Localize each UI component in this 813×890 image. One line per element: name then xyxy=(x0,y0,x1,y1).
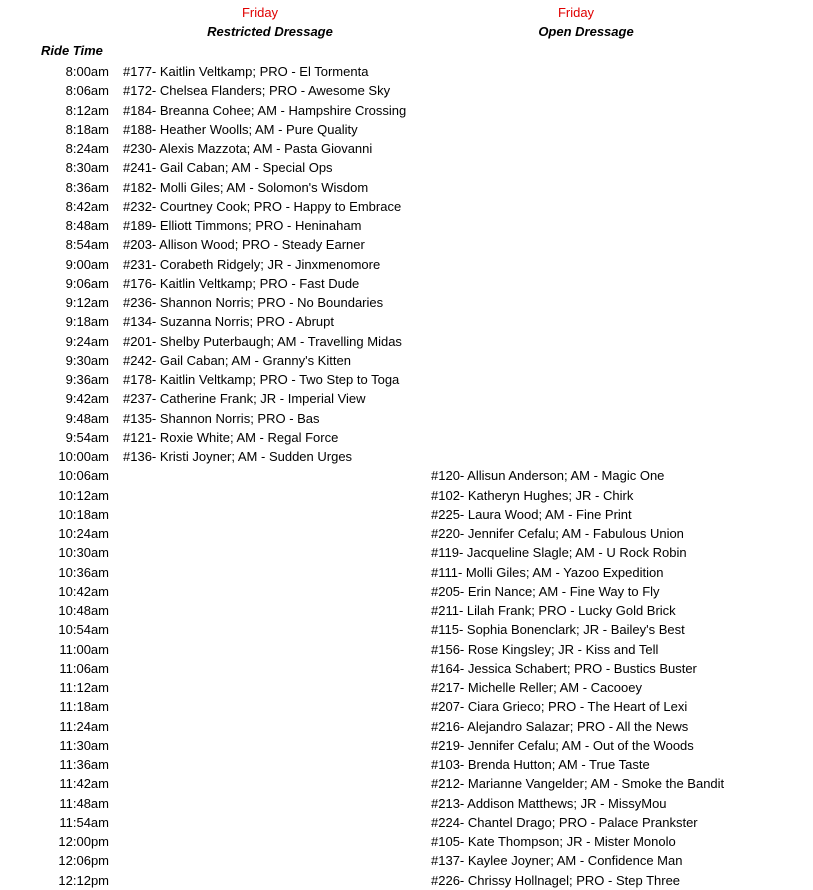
open-entry: #103- Brenda Hutton; AM - True Taste xyxy=(431,757,650,772)
schedule-row xyxy=(0,505,813,524)
ride-time: 8:54am xyxy=(65,237,109,253)
restricted-entry: #236- Shannon Norris; PRO - No Boundaries xyxy=(123,295,384,310)
open-entry: #205- Erin Nance; AM - Fine Way to Fly xyxy=(431,583,660,599)
schedule-row xyxy=(0,312,813,331)
ride-time: 10:18am xyxy=(58,506,109,522)
ride-time: 10:12am xyxy=(58,487,109,503)
restricted-entry: #184- Breanna Cohee; AM - Hampshire Crossing xyxy=(123,102,407,118)
ride-time: 9:06am xyxy=(65,275,109,291)
schedule-row xyxy=(0,832,813,851)
ride-time: 8:36am xyxy=(65,179,109,195)
schedule-row xyxy=(0,197,813,216)
ride-time: 9:18am xyxy=(65,314,109,330)
open-entry: #137- Kaylee Joyner; AM - Confidence Man xyxy=(431,853,683,869)
ride-time-header: Ride Time xyxy=(41,43,103,58)
schedule-row xyxy=(0,255,813,274)
schedule-row xyxy=(0,101,813,120)
schedule-row xyxy=(0,274,813,293)
schedule-row xyxy=(0,158,813,177)
schedule-row xyxy=(0,601,813,620)
ride-time: 10:54am xyxy=(58,622,109,638)
ride-time: 10:00am xyxy=(58,449,109,464)
open-entry: #102- Katheryn Hughes; JR - Chirk xyxy=(431,487,634,503)
ride-time: 9:48am xyxy=(65,410,109,426)
ride-time: 11:48am xyxy=(59,795,109,811)
schedule-row xyxy=(0,389,813,408)
restricted-entry: #182- Molli Giles; AM - Solomon's Wisdom xyxy=(123,179,369,195)
ride-time: 9:42am xyxy=(65,391,109,407)
schedule-row xyxy=(0,139,813,158)
schedule-row xyxy=(0,428,813,447)
ride-time: 8:06am xyxy=(65,83,109,99)
schedule-row xyxy=(0,813,813,832)
ride-time: 11:42am xyxy=(59,776,109,792)
restricted-entry: #237- Catherine Frank; JR - Imperial View xyxy=(123,391,366,407)
schedule-row xyxy=(0,466,813,485)
open-entry: #224- Chantel Drago; PRO - Palace Prankster xyxy=(431,814,698,830)
restricted-entry: #121- Roxie White; AM - Regal Force xyxy=(123,429,339,445)
schedule-row xyxy=(0,486,813,505)
restricted-entry: #177- Kaitlin Veltkamp; PRO - El Tormenta xyxy=(123,64,369,79)
ride-time: 11:18am xyxy=(59,699,109,715)
schedule-row xyxy=(0,178,813,197)
ride-time: 8:00am xyxy=(65,64,109,79)
restricted-entry: #134- Suzanna Norris; PRO - Abrupt xyxy=(123,314,334,330)
restricted-entry: #201- Shelby Puterbaugh; AM - Travelling Midas xyxy=(123,333,402,349)
restricted-entry: #203- Allison Wood; PRO - Steady Earner xyxy=(123,237,365,253)
restricted-entry: #241- Gail Caban; AM - Special Ops xyxy=(123,160,333,176)
open-entry: #212- Marianne Vangelder; AM - Smoke the Bandit xyxy=(431,776,725,792)
open-entry: #120- Allisun Anderson; AM - Magic One xyxy=(431,468,665,484)
ride-time: 8:42am xyxy=(65,198,109,214)
ride-time: 9:12am xyxy=(65,295,109,310)
ride-time: 9:30am xyxy=(65,352,109,368)
ride-time: 10:24am xyxy=(58,526,109,541)
schedule-row xyxy=(0,543,813,562)
ride-time: 9:36am xyxy=(65,372,109,387)
schedule-row xyxy=(0,871,813,890)
ride-time: 10:42am xyxy=(58,583,109,599)
open-day-label: Friday xyxy=(557,5,595,20)
ride-time: 11:36am xyxy=(59,757,109,772)
schedule-row xyxy=(0,524,813,543)
ride-time: 8:18am xyxy=(65,121,109,137)
ride-time: 11:54am xyxy=(59,814,109,830)
restricted-entry: #172- Chelsea Flanders; PRO - Awesome Sky xyxy=(123,83,391,99)
schedule-row xyxy=(0,351,813,370)
ride-time: 11:30am xyxy=(59,737,109,753)
schedule-row xyxy=(0,563,813,582)
restricted-entry: #135- Shannon Norris; PRO - Bas xyxy=(123,410,320,426)
restricted-day-label: Friday xyxy=(241,5,279,20)
open-entry: #225- Laura Wood; AM - Fine Print xyxy=(431,506,632,522)
ride-time: 9:00am xyxy=(65,256,109,272)
schedule-row xyxy=(0,736,813,755)
open-entry: #220- Jennifer Cefalu; AM - Fabulous Union xyxy=(431,526,684,541)
ride-time: 12:12pm xyxy=(58,872,109,888)
open-entry: #164- Jessica Schabert; PRO - Bustics Buster xyxy=(431,660,697,676)
ride-time: 8:48am xyxy=(65,218,109,233)
ride-time: 12:06pm xyxy=(58,853,109,869)
schedule-row xyxy=(0,582,813,601)
open-entry: #119- Jacqueline Slagle; AM - U Rock Robin xyxy=(431,545,687,561)
ride-time: 8:24am xyxy=(65,141,109,156)
schedule-row xyxy=(0,81,813,100)
schedule-row xyxy=(0,120,813,139)
open-entry: #115- Sophia Bonenclark; JR - Bailey's Best xyxy=(431,622,685,638)
restricted-entry: #136- Kristi Joyner; AM - Sudden Urges xyxy=(123,449,353,464)
schedule-row xyxy=(0,293,813,312)
ride-time: 11:12am xyxy=(59,680,109,695)
schedule-row xyxy=(0,216,813,235)
ride-time: 9:54am xyxy=(65,429,109,445)
schedule-row xyxy=(0,794,813,813)
schedule-row xyxy=(0,678,813,697)
restricted-entry: #188- Heather Woolls; AM - Pure Quality xyxy=(123,121,358,137)
schedule-row xyxy=(0,620,813,639)
open-entry: #219- Jennifer Cefalu; AM - Out of the Woods xyxy=(431,737,694,753)
schedule-rows xyxy=(0,62,813,890)
restricted-entry: #242- Gail Caban; AM - Granny's Kitten xyxy=(123,352,351,368)
ride-time: 8:12am xyxy=(65,102,109,118)
open-entry: #216- Alejandro Salazar; PRO - All the News xyxy=(431,718,689,734)
restricted-entry: #189- Elliott Timmons; PRO - Heninaham xyxy=(123,218,362,233)
ride-time: 12:00pm xyxy=(58,834,109,849)
schedule-row xyxy=(0,235,813,254)
restricted-entry: #231- Corabeth Ridgely; JR - Jinxmenomore xyxy=(123,256,381,272)
ride-time: 10:06am xyxy=(58,468,109,484)
schedule-row xyxy=(0,717,813,736)
restricted-entry: #176- Kaitlin Veltkamp; PRO - Fast Dude xyxy=(123,275,360,291)
open-entry: #211- Lilah Frank; PRO - Lucky Gold Brick xyxy=(431,603,676,618)
open-dressage-heading: Open Dressage xyxy=(538,24,634,39)
ride-time: 11:24am xyxy=(59,718,109,734)
ride-time: 8:30am xyxy=(65,160,109,176)
open-entry: #207- Ciara Grieco; PRO - The Heart of Lexi xyxy=(431,699,688,715)
schedule-row xyxy=(0,332,813,351)
ride-time: 10:48am xyxy=(58,603,109,618)
schedule-row xyxy=(0,640,813,659)
open-entry: #226- Chrissy Hollnagel; PRO - Step Three xyxy=(431,872,681,888)
schedule-row xyxy=(0,62,813,81)
schedule-row xyxy=(0,409,813,428)
ride-time: 10:30am xyxy=(58,545,109,561)
schedule-row xyxy=(0,697,813,716)
open-entry: #105- Kate Thompson; JR - Mister Monolo xyxy=(431,834,676,849)
open-entry: #156- Rose Kingsley; JR - Kiss and Tell xyxy=(431,641,659,657)
schedule-row xyxy=(0,370,813,389)
restricted-entry: #230- Alexis Mazzota; AM - Pasta Giovanni xyxy=(123,141,373,156)
open-entry: #111- Molli Giles; AM - Yazoo Expedition xyxy=(431,564,664,580)
restricted-entry: #232- Courtney Cook; PRO - Happy to Embrace xyxy=(123,198,402,214)
schedule-row xyxy=(0,774,813,793)
ride-time: 11:06am xyxy=(59,660,109,676)
ride-time: 10:36am xyxy=(58,564,109,580)
schedule-row xyxy=(0,755,813,774)
open-entry: #213- Addison Matthews; JR - MissyMou xyxy=(431,795,667,811)
open-entry: #217- Michelle Reller; AM - Cacooey xyxy=(431,680,642,695)
schedule-row xyxy=(0,447,813,466)
restricted-entry: #178- Kaitlin Veltkamp; PRO - Two Step to Toga xyxy=(123,372,400,387)
ride-time: 11:00am xyxy=(59,641,109,657)
schedule-row xyxy=(0,659,813,678)
schedule-row xyxy=(0,851,813,870)
restricted-dressage-heading: Restricted Dressage xyxy=(207,24,333,39)
ride-time: 9:24am xyxy=(65,333,109,349)
